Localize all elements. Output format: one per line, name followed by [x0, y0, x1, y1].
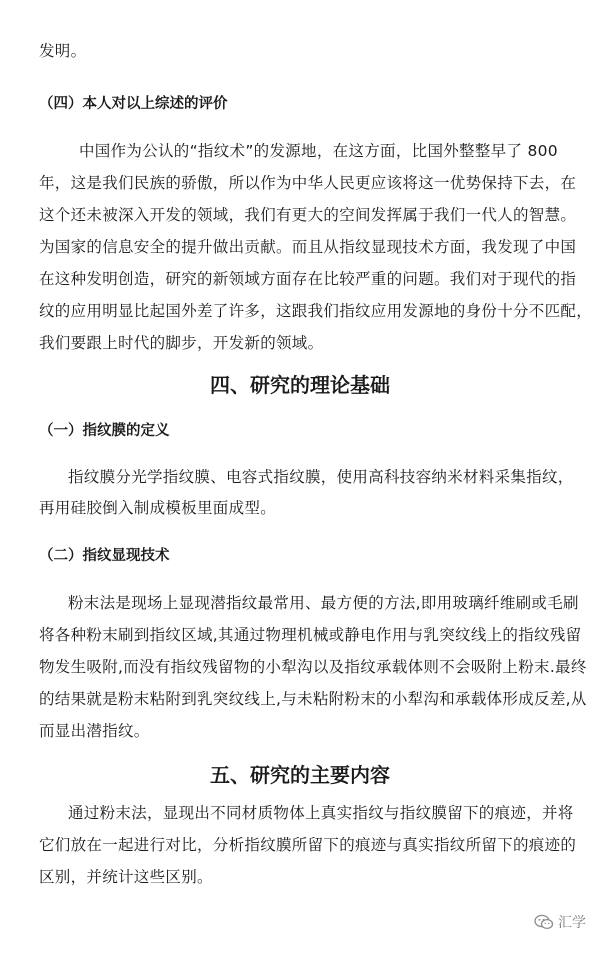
- chapter4-heading: 四、研究的理论基础: [210, 373, 390, 397]
- paragraph-line: 粉末法是现场上显现潜指纹最常用、最方便的方法,即用玻璃纤维刷或毛刷: [68, 594, 579, 612]
- paragraph-line: 指纹膜分光学指纹膜、电容式指纹膜，使用高科技容纳米材料采集指纹，: [68, 468, 574, 486]
- paragraph-line: 将各种粉末刷到指纹区域,其通过物理机械或静电作用与乳突纹线上的指纹残留: [39, 626, 582, 644]
- watermark: [534, 912, 586, 932]
- chapter4-part1-title: （一）指纹膜的定义: [39, 423, 170, 439]
- paragraph-line: 通过粉末法，显现出不同材质物体上真实指纹与指纹膜留下的痕迹，并将: [68, 804, 574, 822]
- paragraph-line: 的结果就是粉末粘附到乳突纹线上,与未粘附粉末的小犁沟和承载体形成反差,从: [39, 690, 587, 708]
- paragraph-line: 纹的应用明显比起国外差了许多，这跟我们指纹应用发源地的身份十分不匹配，: [39, 302, 593, 320]
- paragraph-line: 我们要跟上时代的脚步，开发新的领域。: [39, 334, 324, 352]
- paragraph-line: 中国作为公认的“指纹术”的发源地，在这方面，比国外整整早了 800: [79, 142, 558, 160]
- paragraph-line: 再用硅胶倒入制成模板里面成型。: [39, 499, 277, 517]
- paragraph-line: 年，这是我们民族的骄傲，所以作为中华人民更应该将这一优势保持下去，在: [39, 174, 577, 192]
- paragraph-line: 区别，并统计这些区别。: [39, 868, 213, 886]
- watermark-label: 汇学: [558, 915, 586, 931]
- paragraph-line: 而显出潜指纹。: [39, 722, 150, 740]
- paragraph-line: 为国家的信息安全的提升做出贡献。而且从指纹显现技术方面，我发现了中国: [39, 238, 577, 256]
- paragraph-line: 在这种发明创造，研究的新领域方面存在比较严重的问题。我们对于现代的指: [39, 270, 577, 288]
- wechat-icon: [534, 914, 554, 930]
- top-fragment: 发明。: [39, 42, 87, 60]
- paragraph-line: 物发生吸附,而没有指纹残留物的小犁沟以及指纹承载体则不会吸附上粉末.最终: [39, 658, 587, 676]
- paragraph-line: 它们放在一起进行对比，分析指纹膜所留下的痕迹与真实指纹所留下的痕迹的: [39, 836, 577, 854]
- chapter5-heading: 五、研究的主要内容: [210, 763, 390, 787]
- chapter4-part2-title: （二）指纹显现技术: [39, 548, 170, 564]
- paragraph-line: 这个还未被深入开发的领域，我们有更大的空间发挥属于我们一代人的智慧。: [39, 206, 577, 224]
- section4-sub-title: （四）本人对以上综述的评价: [39, 96, 228, 112]
